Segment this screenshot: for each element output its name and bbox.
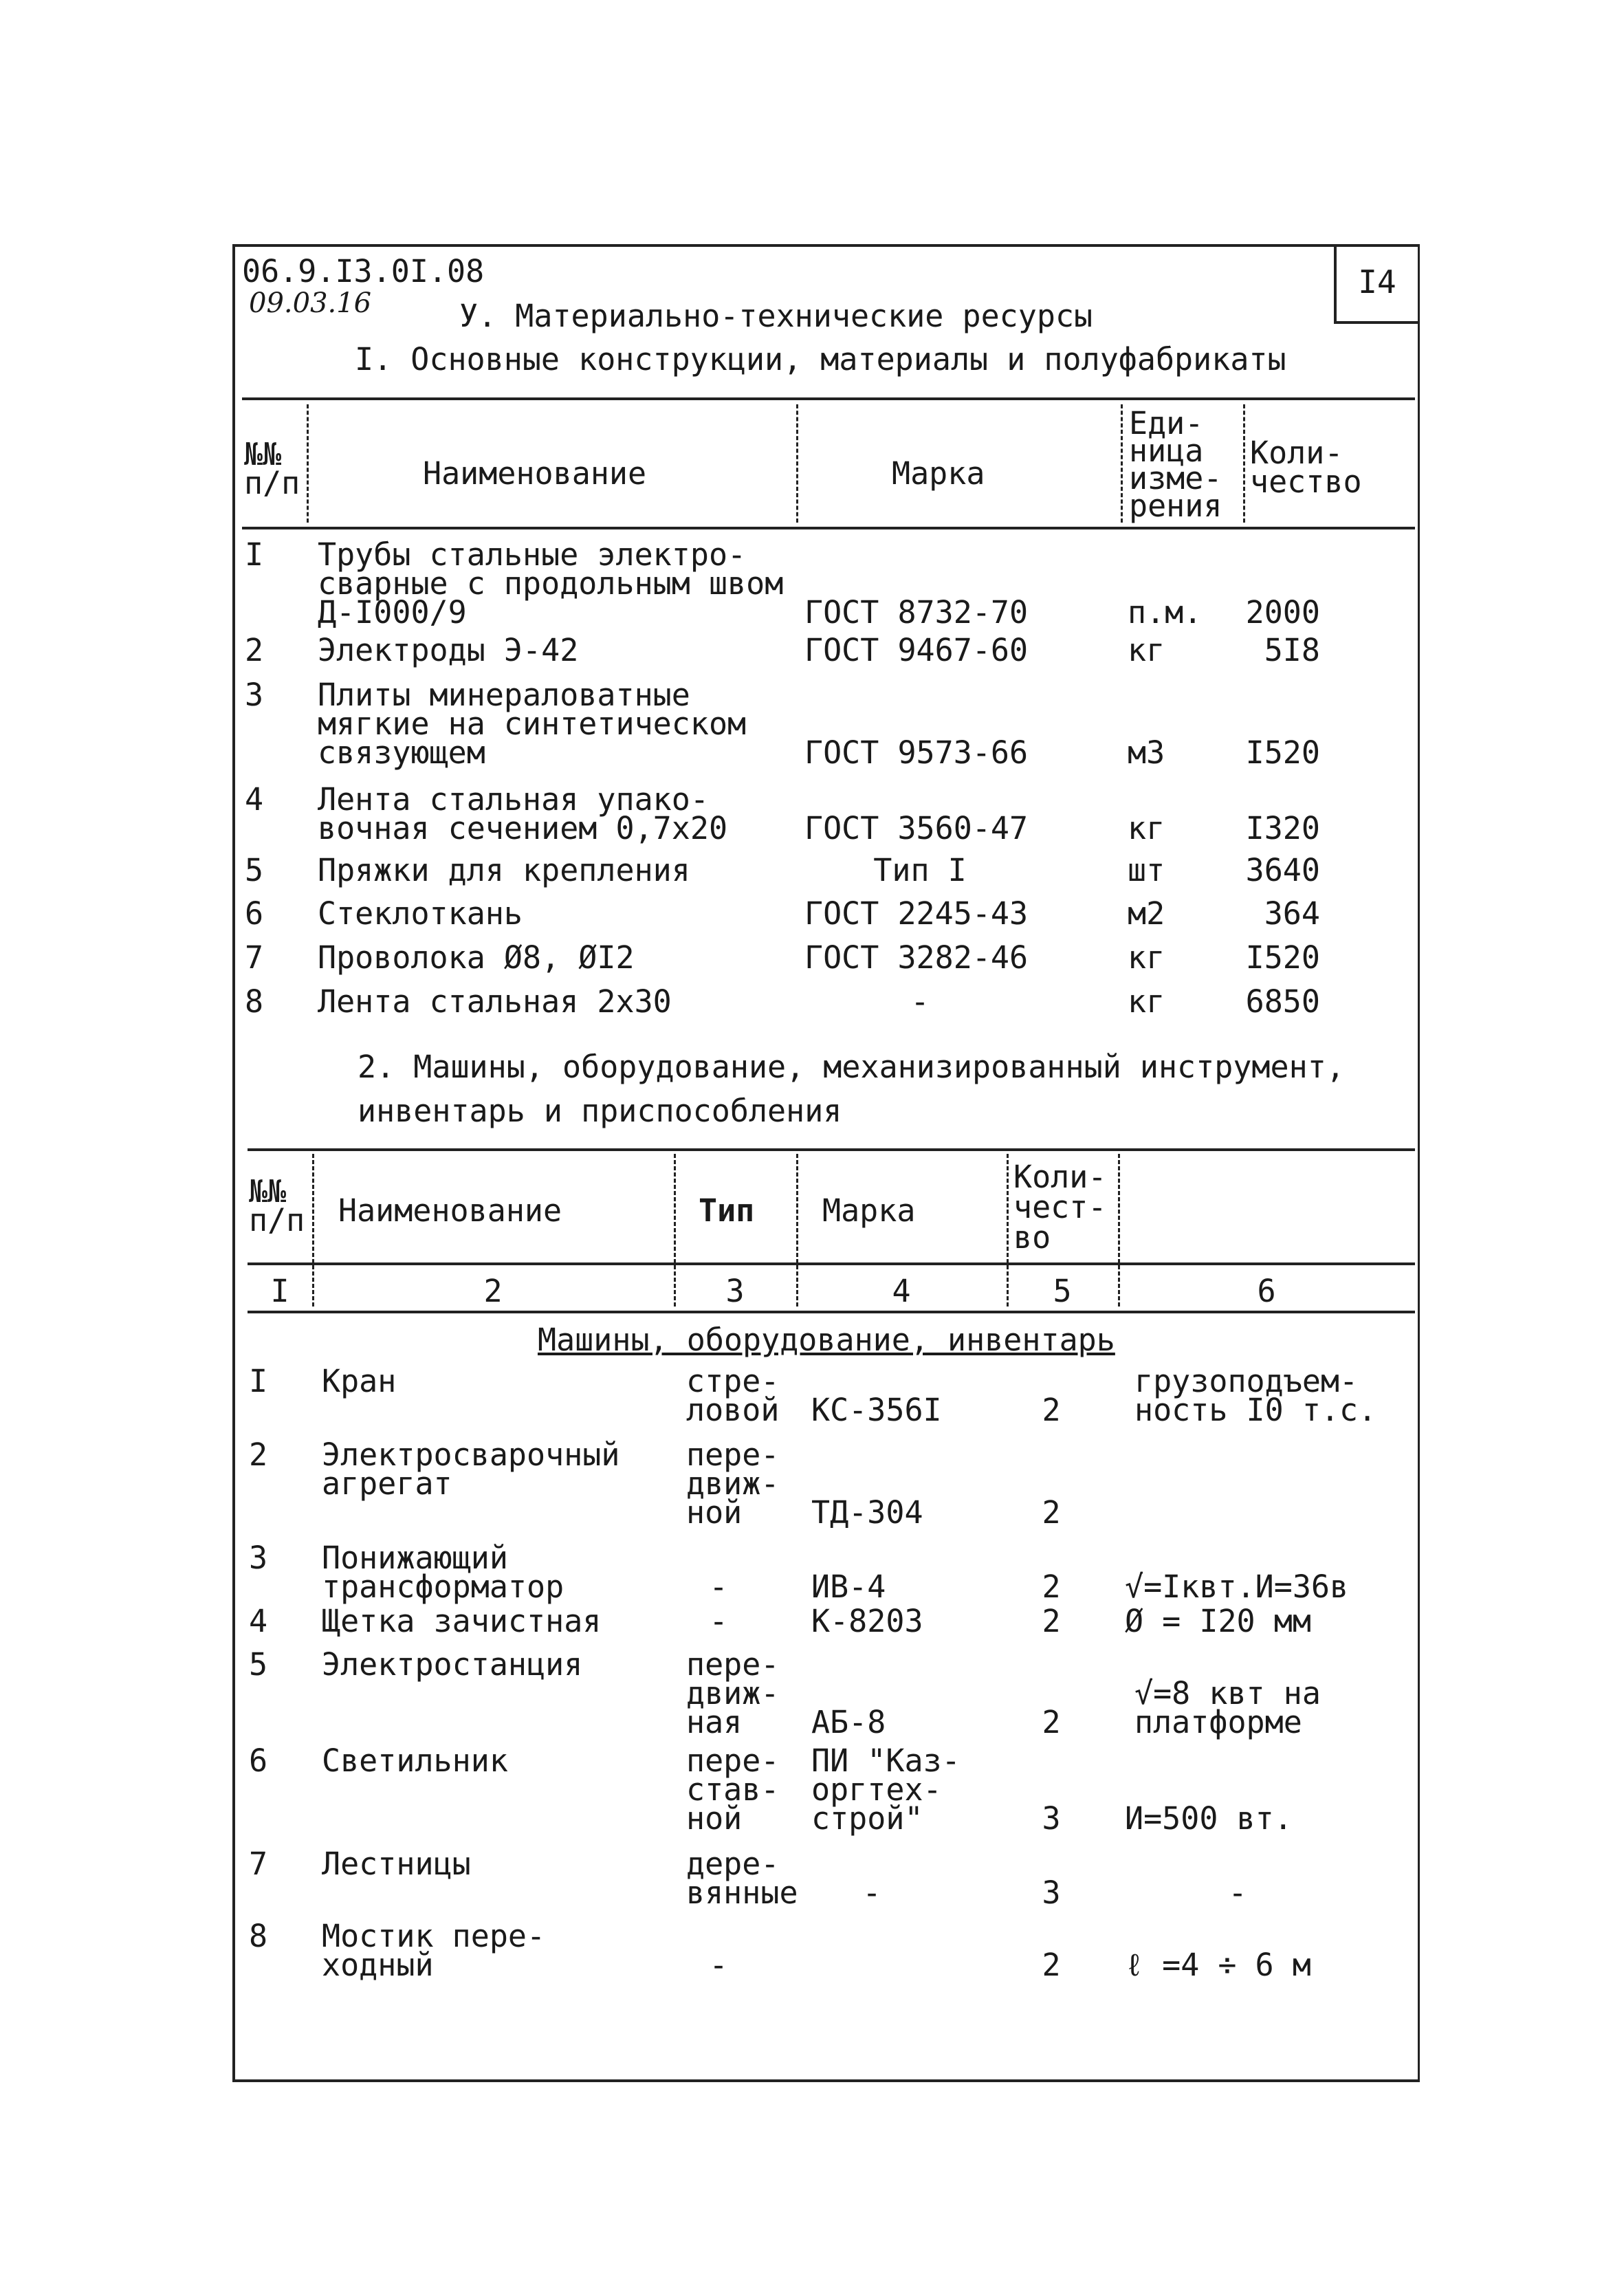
table1-row-qty: 5I8 bbox=[1264, 632, 1320, 668]
table2-row-num: 4 bbox=[249, 1603, 268, 1639]
table2-top-rule bbox=[248, 1148, 1415, 1151]
table1-row-name: Лента стальная упако- вочная сечением 0,7х20 bbox=[318, 781, 728, 846]
subsection-1-title: I. Основные конструкции, материалы и полуфабрикаты bbox=[355, 341, 1286, 378]
table2-colnum: I bbox=[270, 1273, 289, 1309]
table1-col-divider bbox=[1121, 404, 1123, 523]
table1-row-num: 4 bbox=[245, 781, 264, 818]
table2-row-num: I bbox=[249, 1363, 268, 1399]
table1-row-num: 7 bbox=[245, 939, 264, 976]
table2-row-name: Светильник bbox=[322, 1742, 508, 1779]
table1-row-name: Проволока Ø8, ØI2 bbox=[318, 939, 635, 976]
table2-row-qty: 2 bbox=[1042, 1947, 1061, 1983]
table1-row-num: 2 bbox=[245, 632, 264, 668]
table1-row-unit: кг bbox=[1128, 632, 1165, 668]
table1-header-rule bbox=[242, 527, 1415, 529]
table1-row-mark: ГОСТ 8732-70 bbox=[804, 594, 1029, 631]
table1-row-unit: кг bbox=[1128, 983, 1165, 1020]
table2-row-mark: ТД-304 bbox=[811, 1494, 923, 1531]
table1-row-unit: кг bbox=[1128, 810, 1165, 846]
table2-row-type: - bbox=[709, 1568, 728, 1605]
table1-row-name: Пряжки для крепления bbox=[318, 852, 690, 888]
table1-row-mark: ГОСТ 2245-43 bbox=[804, 895, 1029, 932]
table2-colnum: 5 bbox=[1053, 1273, 1072, 1309]
table1-row-qty: 6850 bbox=[1245, 983, 1320, 1020]
table2-colnum: 4 bbox=[892, 1273, 911, 1309]
table2-row-name: Понижающий трансформатор bbox=[322, 1540, 564, 1605]
table2-row-note: грузоподъем- ность I0 т.с. bbox=[1134, 1363, 1377, 1428]
table1-row-mark: - bbox=[910, 983, 930, 1020]
table1-row-num: 6 bbox=[245, 895, 264, 932]
table1-row-unit: м3 bbox=[1128, 734, 1165, 771]
table2-row-qty: 3 bbox=[1042, 1800, 1061, 1837]
table2-row-note: - bbox=[1228, 1874, 1247, 1911]
table2-row-num: 7 bbox=[249, 1846, 268, 1882]
table2-row-num: 5 bbox=[249, 1646, 268, 1683]
table1-row-mark: ГОСТ 9467-60 bbox=[804, 632, 1029, 668]
table1-row-mark: ГОСТ 3560-47 bbox=[804, 810, 1029, 846]
table1-header-qty: Коли- чество bbox=[1250, 435, 1362, 500]
table2-row-type: - bbox=[709, 1947, 728, 1983]
table2-row-qty: 2 bbox=[1042, 1704, 1061, 1740]
table2-row-note: √=Iквт.И=36в bbox=[1125, 1568, 1349, 1605]
table1-row-mark: ГОСТ 9573-66 bbox=[804, 734, 1029, 771]
table2-header-num: №№ п/п bbox=[249, 1173, 305, 1238]
table1-col-divider bbox=[1243, 404, 1245, 523]
table2-row-qty: 2 bbox=[1042, 1568, 1061, 1605]
table1-row-mark: ГОСТ 3282-46 bbox=[804, 939, 1029, 976]
table2-row-num: 8 bbox=[249, 1918, 268, 1954]
table2-row-name: Мостик пере- ходный bbox=[322, 1918, 546, 1983]
table2-row-qty: 2 bbox=[1042, 1603, 1061, 1639]
table1-row-unit: шт bbox=[1128, 852, 1165, 888]
table1-row-num: 3 bbox=[245, 677, 264, 713]
page-number: I4 bbox=[1358, 263, 1396, 300]
table2-row-mark: К-8203 bbox=[811, 1603, 923, 1639]
table2-header-mark: Марка bbox=[822, 1192, 916, 1229]
document-code: 06.9.I3.0I.08 bbox=[242, 253, 485, 289]
table1-row-num: 8 bbox=[245, 983, 264, 1020]
table1-row-num: 5 bbox=[245, 852, 264, 888]
table2-row-note: Ø = I20 мм bbox=[1125, 1603, 1311, 1639]
table2-row-mark: АБ-8 bbox=[811, 1704, 886, 1740]
table1-row-unit: кг bbox=[1128, 939, 1165, 976]
table2-row-mark: - bbox=[862, 1874, 881, 1911]
table1-row-qty: I520 bbox=[1245, 939, 1320, 976]
table1-top-rule bbox=[242, 397, 1415, 400]
table2-row-num: 2 bbox=[249, 1436, 268, 1473]
subsection-2-title: 2. Машины, оборудование, механизированный инструмент, инвентарь и приспособления bbox=[358, 1049, 1345, 1129]
table2-group-title: Машины, оборудование, инвентарь bbox=[538, 1322, 1115, 1358]
table2-row-name: Электростанция bbox=[322, 1646, 583, 1683]
table2-colnum: 2 bbox=[483, 1273, 503, 1309]
table1-header-unit: Еди- ница изме- рения bbox=[1129, 405, 1222, 524]
table2-header-qty: Коли- чест- во bbox=[1013, 1159, 1107, 1256]
table1-row-name: Лента стальная 2х30 bbox=[318, 983, 672, 1020]
table1-row-name: Электроды Э-42 bbox=[318, 632, 579, 668]
table1-header-num: №№ п/п bbox=[244, 436, 300, 501]
table2-row-note: И=500 вт. bbox=[1125, 1800, 1293, 1837]
table1-header-name: Наименование bbox=[423, 455, 647, 492]
table2-header-rule bbox=[248, 1262, 1415, 1265]
table1-row-unit: м2 bbox=[1128, 895, 1165, 932]
table2-colnum: 6 bbox=[1257, 1273, 1276, 1309]
table2-row-note: ℓ =4 ÷ 6 м bbox=[1125, 1947, 1311, 1983]
table2-row-qty: 3 bbox=[1042, 1874, 1061, 1911]
table2-row-type: пере- став- ной bbox=[686, 1742, 780, 1837]
table2-row-type: дере- вянные bbox=[686, 1846, 798, 1911]
table2-row-mark: ИВ-4 bbox=[811, 1568, 886, 1605]
table2-row-mark: ПИ "Каз- оргтех- строй" bbox=[811, 1742, 961, 1837]
table2-row-type: - bbox=[709, 1603, 728, 1639]
table1-row-mark: Тип I bbox=[873, 852, 967, 888]
table1-row-qty: I520 bbox=[1245, 734, 1320, 771]
table1-row-qty: I320 bbox=[1245, 810, 1320, 846]
table1-header-mark: Марка bbox=[892, 455, 985, 492]
table1-row-qty: 3640 bbox=[1245, 852, 1320, 888]
table1-row-num: I bbox=[245, 536, 264, 573]
page-number-box bbox=[1334, 244, 1418, 324]
table2-row-type: стре- ловой bbox=[686, 1363, 780, 1428]
table1-row-name: Стеклоткань bbox=[318, 895, 523, 932]
table2-row-name: Лестницы bbox=[322, 1846, 471, 1882]
table1-row-name: Плиты минераловатные мягкие на синтетическом связующем bbox=[318, 677, 747, 771]
table2-header-type: Тип bbox=[699, 1192, 755, 1229]
table2-row-num: 3 bbox=[249, 1540, 268, 1576]
table2-row-type: пере- движ- ная bbox=[686, 1646, 780, 1740]
handwritten-date: 09.03.16 bbox=[249, 287, 372, 319]
table1-row-qty: 2000 bbox=[1245, 594, 1320, 631]
table2-row-mark: КС-356I bbox=[811, 1392, 942, 1428]
table1-row-unit: п.м. bbox=[1128, 594, 1203, 631]
table2-row-num: 6 bbox=[249, 1742, 268, 1779]
table1-col-divider bbox=[307, 404, 309, 523]
table1-row-qty: 364 bbox=[1264, 895, 1320, 932]
table2-numbers-rule bbox=[248, 1311, 1415, 1313]
table2-row-qty: 2 bbox=[1042, 1392, 1061, 1428]
table2-header-name: Наименование bbox=[338, 1192, 562, 1229]
table1-col-divider bbox=[796, 404, 798, 523]
table2-row-note: √=8 квт на платформе bbox=[1134, 1675, 1321, 1740]
table2-colnum: 3 bbox=[725, 1273, 745, 1309]
table2-row-type: пере- движ- ной bbox=[686, 1436, 780, 1531]
section-title: У. Материально-технические ресурсы bbox=[459, 298, 1093, 334]
table2-row-name: Кран bbox=[322, 1363, 397, 1399]
table1-row-name: Трубы стальные электро- сварные с продольным швом Д-I000/9 bbox=[318, 536, 784, 631]
table2-row-qty: 2 bbox=[1042, 1494, 1061, 1531]
table2-row-name: Щетка зачистная bbox=[322, 1603, 602, 1639]
table2-row-name: Электросварочный агрегат bbox=[322, 1436, 620, 1502]
